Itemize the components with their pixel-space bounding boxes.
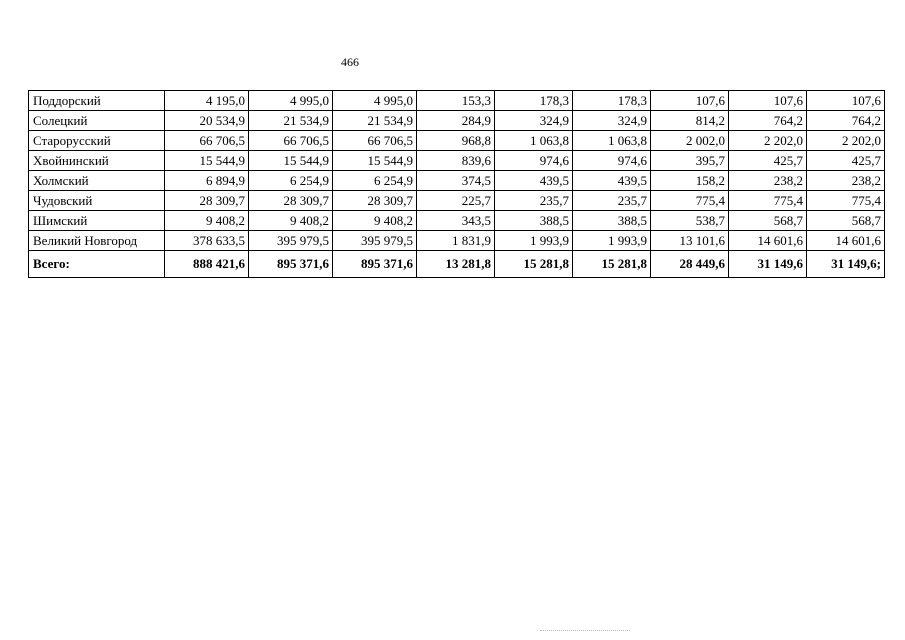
value-cell: 439,5 bbox=[573, 171, 651, 191]
value-cell: 374,5 bbox=[417, 171, 495, 191]
value-cell: 153,3 bbox=[417, 91, 495, 111]
value-cell: 178,3 bbox=[573, 91, 651, 111]
total-value-cell: 15 281,8 bbox=[495, 251, 573, 278]
table-row bbox=[29, 131, 885, 151]
value-cell: 158,2 bbox=[651, 171, 729, 191]
value-cell: 425,7 bbox=[807, 151, 885, 171]
table-row bbox=[29, 231, 885, 251]
data-table bbox=[28, 90, 885, 278]
value-cell: 839,6 bbox=[417, 151, 495, 171]
value-cell: 6 254,9 bbox=[333, 171, 417, 191]
total-value-cell: 28 449,6 bbox=[651, 251, 729, 278]
value-cell: 4 995,0 bbox=[333, 91, 417, 111]
value-cell: 66 706,5 bbox=[333, 131, 417, 151]
value-cell: 425,7 bbox=[729, 151, 807, 171]
table-row bbox=[29, 151, 885, 171]
value-cell: 764,2 bbox=[729, 111, 807, 131]
value-cell: 9 408,2 bbox=[249, 211, 333, 231]
value-cell: 15 544,9 bbox=[333, 151, 417, 171]
district-name-cell: Поддорский bbox=[29, 91, 165, 111]
value-cell: 28 309,7 bbox=[249, 191, 333, 211]
value-cell: 66 706,5 bbox=[249, 131, 333, 151]
value-cell: 15 544,9 bbox=[249, 151, 333, 171]
value-cell: 9 408,2 bbox=[333, 211, 417, 231]
value-cell: 814,2 bbox=[651, 111, 729, 131]
value-cell: 395,7 bbox=[651, 151, 729, 171]
value-cell: 343,5 bbox=[417, 211, 495, 231]
value-cell: 324,9 bbox=[495, 111, 573, 131]
value-cell: 178,3 bbox=[495, 91, 573, 111]
value-cell: 235,7 bbox=[495, 191, 573, 211]
value-cell: 538,7 bbox=[651, 211, 729, 231]
value-cell: 439,5 bbox=[495, 171, 573, 191]
value-cell: 388,5 bbox=[495, 211, 573, 231]
value-cell: 4 995,0 bbox=[249, 91, 333, 111]
total-value-cell: 13 281,8 bbox=[417, 251, 495, 278]
value-cell: 107,6 bbox=[651, 91, 729, 111]
value-cell: 15 544,9 bbox=[165, 151, 249, 171]
value-cell: 974,6 bbox=[573, 151, 651, 171]
value-cell: 2 202,0 bbox=[807, 131, 885, 151]
value-cell: 2 202,0 bbox=[729, 131, 807, 151]
value-cell: 2 002,0 bbox=[651, 131, 729, 151]
total-value-cell: 895 371,6 bbox=[249, 251, 333, 278]
district-name-cell: Шимский bbox=[29, 211, 165, 231]
district-name-cell: Солецкий bbox=[29, 111, 165, 131]
district-name-cell: Чудовский bbox=[29, 191, 165, 211]
value-cell: 395 979,5 bbox=[249, 231, 333, 251]
total-value-cell: 31 149,6 bbox=[729, 251, 807, 278]
table-row bbox=[29, 191, 885, 211]
total-value-cell: 888 421,6 bbox=[165, 251, 249, 278]
district-name-cell: Холмский bbox=[29, 171, 165, 191]
value-cell: 225,7 bbox=[417, 191, 495, 211]
value-cell: 775,4 bbox=[651, 191, 729, 211]
value-cell: 764,2 bbox=[807, 111, 885, 131]
total-value-cell: 15 281,8 bbox=[573, 251, 651, 278]
value-cell: 238,2 bbox=[729, 171, 807, 191]
table-row bbox=[29, 171, 885, 191]
value-cell: 775,4 bbox=[807, 191, 885, 211]
total-value-cell: 895 371,6 bbox=[333, 251, 417, 278]
table-row bbox=[29, 111, 885, 131]
district-name-cell: Великий Новгород bbox=[29, 231, 165, 251]
value-cell: 107,6 bbox=[807, 91, 885, 111]
value-cell: 388,5 bbox=[573, 211, 651, 231]
value-cell: 1 063,8 bbox=[495, 131, 573, 151]
table-row bbox=[29, 211, 885, 231]
value-cell: 28 309,7 bbox=[165, 191, 249, 211]
value-cell: 974,6 bbox=[495, 151, 573, 171]
value-cell: 107,6 bbox=[729, 91, 807, 111]
value-cell: 14 601,6 bbox=[807, 231, 885, 251]
value-cell: 235,7 bbox=[573, 191, 651, 211]
value-cell: 21 534,9 bbox=[249, 111, 333, 131]
value-cell: 568,7 bbox=[729, 211, 807, 231]
value-cell: 378 633,5 bbox=[165, 231, 249, 251]
district-name-cell: Хвойнинский bbox=[29, 151, 165, 171]
value-cell: 1 993,9 bbox=[495, 231, 573, 251]
value-cell: 324,9 bbox=[573, 111, 651, 131]
value-cell: 568,7 bbox=[807, 211, 885, 231]
value-cell: 9 408,2 bbox=[165, 211, 249, 231]
total-row bbox=[29, 251, 885, 278]
value-cell: 14 601,6 bbox=[729, 231, 807, 251]
total-label-cell: Всего: bbox=[29, 251, 165, 278]
value-cell: 1 063,8 bbox=[573, 131, 651, 151]
value-cell: 395 979,5 bbox=[333, 231, 417, 251]
total-value-cell: 31 149,6; bbox=[807, 251, 885, 278]
value-cell: 968,8 bbox=[417, 131, 495, 151]
page-number: 466 bbox=[341, 55, 359, 69]
value-cell: 1 993,9 bbox=[573, 231, 651, 251]
value-cell: 28 309,7 bbox=[333, 191, 417, 211]
value-cell: 6 894,9 bbox=[165, 171, 249, 191]
value-cell: 4 195,0 bbox=[165, 91, 249, 111]
value-cell: 775,4 bbox=[729, 191, 807, 211]
value-cell: 284,9 bbox=[417, 111, 495, 131]
scan-artifact bbox=[540, 630, 630, 637]
value-cell: 238,2 bbox=[807, 171, 885, 191]
value-cell: 13 101,6 bbox=[651, 231, 729, 251]
table-row bbox=[29, 91, 885, 111]
table-body bbox=[29, 91, 885, 278]
value-cell: 21 534,9 bbox=[333, 111, 417, 131]
district-name-cell: Старорусский bbox=[29, 131, 165, 151]
value-cell: 20 534,9 bbox=[165, 111, 249, 131]
value-cell: 6 254,9 bbox=[249, 171, 333, 191]
value-cell: 66 706,5 bbox=[165, 131, 249, 151]
value-cell: 1 831,9 bbox=[417, 231, 495, 251]
